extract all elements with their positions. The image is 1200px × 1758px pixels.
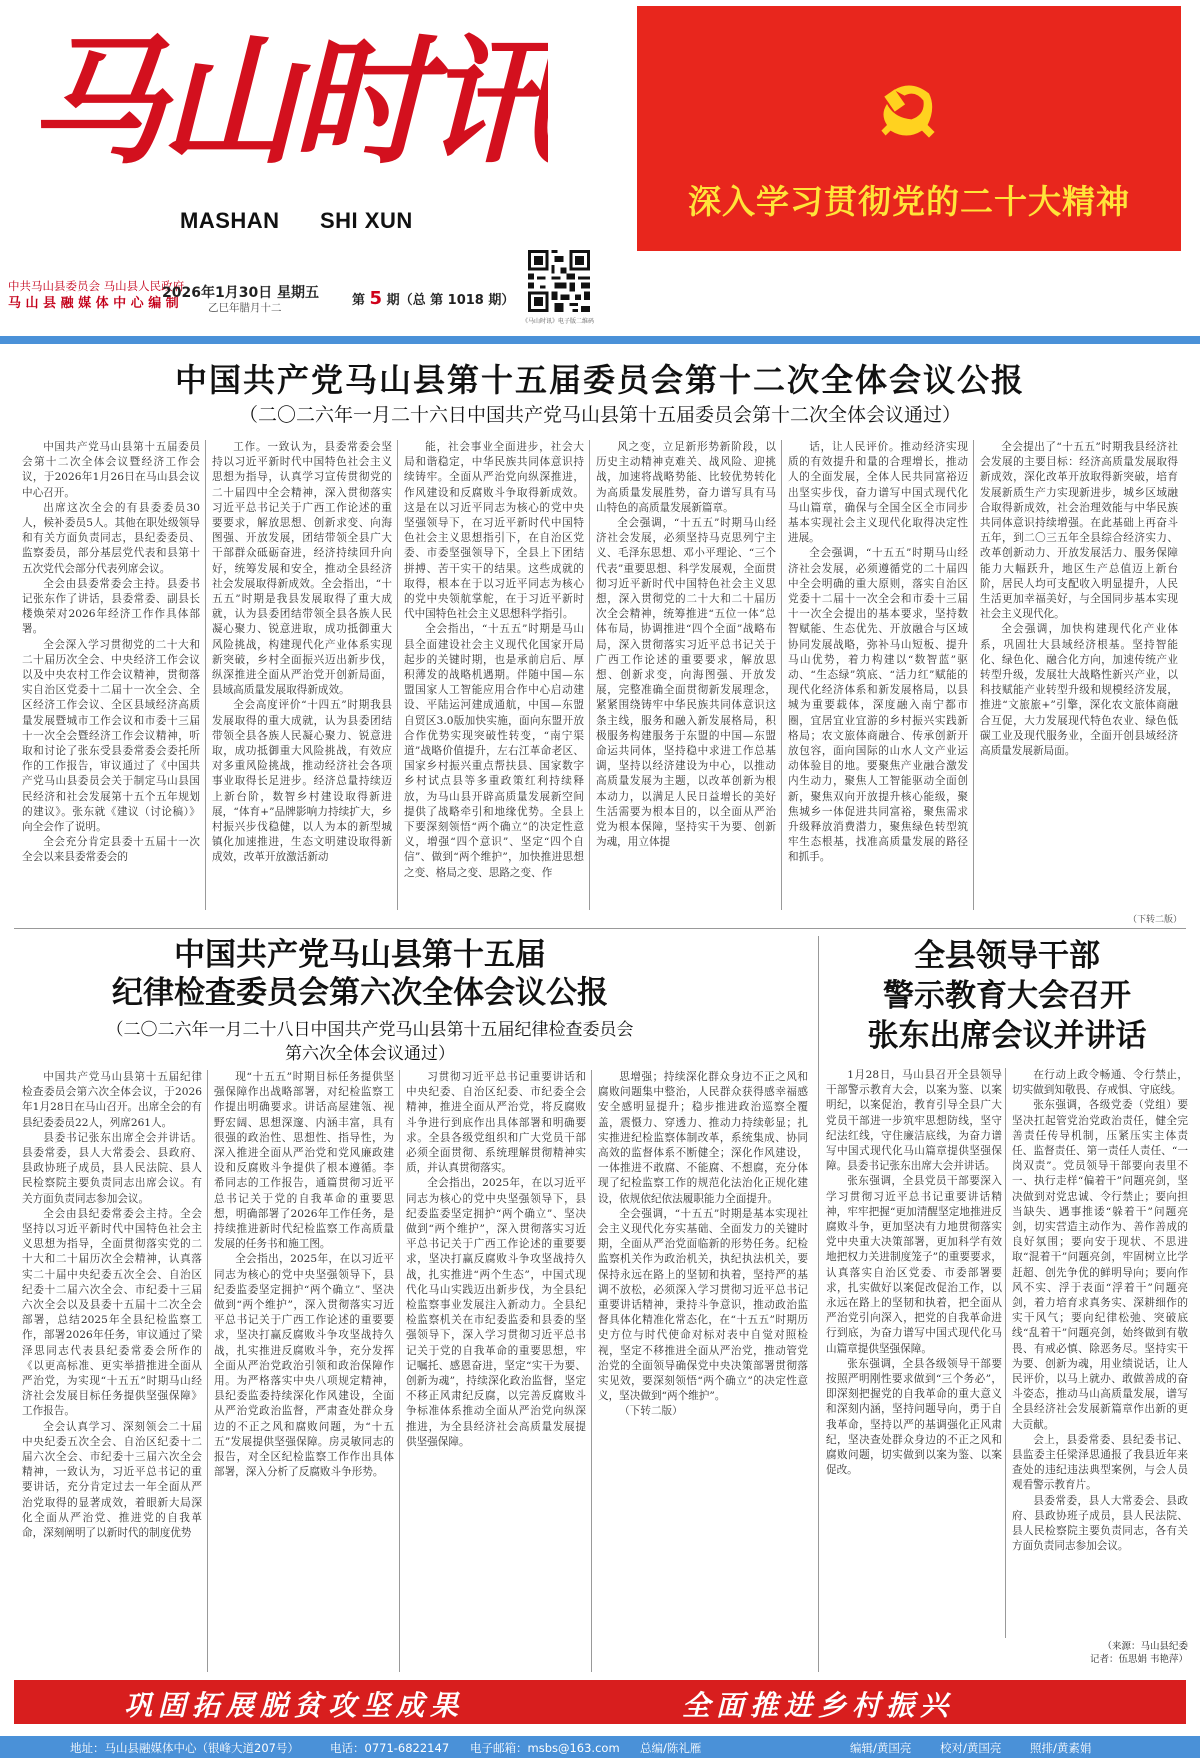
column-divider — [818, 936, 819, 1672]
article3-title-line1: 全县领导干部 — [914, 938, 1100, 974]
footer-email[interactable]: 电子邮箱：msbs@163.com — [470, 1741, 620, 1755]
article-column: 现“十五五”时期目标任务提供坚强保障作出战略部署，对纪检监察工作提出明确要求。讲话高屋建瓴、视野宏阔、思想深邃、内涵丰富，具有很强的政治性、思想性、指导性，为深入推进全面从严治党和党风廉政建设和反腐败斗争提供了根本遵循。李希同志的工作报告，通篇贯彻习近平总书记关于党的自我革命的重要思想，明确部署了2026年工作任务，是持续推进新时代纪检监察工作高质量发展的任务书和施工图。 全会指出，2025年，在以习近平同志为核心的党中央坚强领导下，县纪委监委坚定拥护“两个确立”、坚决做到“两个维护”，深入贯彻落实习近平总书记关于广西工作论述的重要要求，坚决打赢反腐败斗争攻坚战持久战，扎实推进反腐败斗争，充分发挥全面从严治党政治引领和政治保障作用。为严格落实中央八项规定精神，县纪委监委持续深化作风建设，全面从严治党政治监督，严肃查处群众身边的不正之风和腐败问题，为“十五五”发展提供坚强保障。房灵敏同志的报告，对全区纪检监察工作作出具体部署，深入分析了反腐败斗争形势。 — [214, 1071, 394, 1479]
banner-left-text: 巩固拓展脱贫攻坚成果 — [124, 1689, 465, 1722]
footer-bar — [0, 1736, 1200, 1758]
article1-title[interactable]: 中国共产党马山县第十五届委员会第十二次全体会议公报 — [174, 361, 1025, 399]
qr-code-icon[interactable] — [528, 250, 590, 312]
article3-title-line2: 警示教育大会召开 — [883, 978, 1131, 1014]
newspaper-logo — [28, 18, 548, 178]
column-rule — [781, 440, 782, 910]
masthead-divider — [0, 336, 1200, 344]
article3-title[interactable] — [822, 936, 1192, 1056]
article2-title-line2: 纪律检查委员会第六次全体会议公报 — [112, 975, 608, 1011]
article-column: 在行动上政令畅通、令行禁止，切实做到知敬畏、存戒惧、守底线。 张东强调，各级党委（党组）要坚决扛起管党治党政治责任，健全完善责任传导机制，压紧压实主体责任、监督责任、第一责任人责任、“一岗双责”。党员领导干部要向表里不一、执行走样“偏着干”问题亮剑，坚决做到对党忠诚、令行禁止；要向担当缺失、遇事推诿“躲着干”问题亮剑，切实营造主动作为、善作善成的良好氛围；要向安于现状、不思进取“混着干”问题亮剑，牢固树立比学赶超、创先争优的鲜明导向；要向作风不实、浮于表面“浮着干”问题亮剑，着力培育求真务实、深耕细作的实干风气；要向纪律松弛、突破底线“乱着干”问题亮剑，始终做到有敬畏、有戒必慎、除恶务尽。坚持实干为要、创新为魂，用业绩说话，让人民评价，以马上就办、敢做善成的奋斗姿态，推动马山高质量发展，谱写全县经济社会发展新篇章作出新的更大贡献。 会上，县委常委、县纪委书记、县监委主任梁泽思通报了我县近年来查处的违纪违法典型案例，与会人员观看警示教育片。 县委常委，县人大常委会、县政府、县政协班子成员，县人民法院、县人民检察院主要负责同志，各有关方面负责同志参加会议。 — [1012, 1069, 1188, 1553]
article3-title-line3: 张东出席会议并讲话 — [867, 1018, 1147, 1054]
footer-chief-editor: 总编/陈礼雁 — [640, 1741, 702, 1755]
footer-editor: 编辑/黄国亮 — [850, 1741, 912, 1755]
article2-subtitle-line2: 第六次全体会议通过） — [285, 1044, 455, 1064]
section-divider — [14, 928, 1186, 929]
party-emblem-icon — [873, 76, 943, 146]
article-column: 全会提出了“十五五”时期我县经济社会发展的主要目标：经济高质量发展取得新成效，深化改革开放取得新突破，培育发展新质生产力实现新进步，城乡区域融合取得新成效，社会治理效能与中华民族共同体意识持续增强。在此基础上再奋斗五年，到二〇三五年全县综合经济实力、改革创新动力、开放发展活力、服务保障能力大幅跃升，地区生产总值迈上新台阶，居民人均可支配收入明显提升，人民生活更加幸福美好，与全国同步基本实现社会主义现代化。 全会强调，加快构建现代化产业体系，巩固壮大县域经济根基。坚持智能化、绿色化、融合化方向，加速传统产业转型升级，发展壮大战略性新兴产业，以科技赋能产业转型升级和规模经济发展，推进“文旅旅+”引擎，深化农文旅体商融合互促，大力发展现代特色农业、绿色低碳工业及现代服务业，全面开创县域经济高质量发展新局面。 — [980, 441, 1178, 758]
column-rule — [589, 440, 590, 910]
issue-no: 5 — [369, 288, 383, 309]
article-column: 能，社会事业全面进步，社会大局和谐稳定，中华民族共同体意识持续铸牢。全面从严治党向纵深推进，作风建设和反腐败斗争取得新成效。这是在以习近平同志为核心的党中央坚强领导下，在习近平新时代中国特色社会主义思想指引下，在自治区党委、市委坚强领导下，全县上下团结拼搏、苦干实干的结果。这些成就的取得，根本在于以习近平同志为核心的党中央领航掌舵，在于习近平新时代中国特色社会主义思想科学指引。 全会指出，“十五五”时期是马山县全面建设社会主义现代化国家开局起步的关键时期，也是承前启后、厚积薄发的战略机遇期。伴随中国—东盟国家人工智能应用合作中心启动建设、平陆运河建成通航，中国—东盟自贸区3.0版加快实施，面向东盟开放合作优势实现突破性转变，“南宁渠道”战略价值提升，左右江革命老区、国家乡村振兴重点帮扶县、国家数字乡村试点县等多重政策红利持续释放，为马山县开辟高质量发展新空间提供了战略牵引和地缘优势。全县上下要深刻领悟“两个确立”的决定性意义，增强“四个意识”、坚定“四个自信”、做到“两个维护”，加快推进思想之变、格局之变、思路之变、作 — [404, 441, 584, 879]
publisher-editor: 马 山 县 融 媒 体 中 心 编 制 — [8, 296, 179, 311]
lunar-date: 乙巳年腊月十二 — [208, 302, 282, 314]
article-column: 风之变，立足新形势新阶段，以历史主动精神克难关、战风险、迎挑战，加速将战略势能、比较优势转化为高质量发展胜势，奋力谱写具有马山特色的高质量发展新篇章。 全会强调，“十五五”时期马山经济社会发展，必须坚持马克思列宁主义、毛泽东思想、邓小平理论、“三个代表”重要思想、科学发展观，全面贯彻习近平新时代中国特色社会主义思想，深入贯彻党的二十大和二十届历次全会精神，统筹推进“五位一体”总体布局，协调推进“四个全面”战略布局，深入贯彻落实习近平总书记关于广西工作论述的重要要求，解放思想、创新求变，向海图强、开放发展，完整准确全面贯彻新发展理念，紧紧围绕铸牢中华民族共同体意识这条主线，服务和融入新发展格局，积极服务构建服务于东盟的中国—东盟命运共同体，坚持稳中求进工作总基调，坚持以经济建设为中心，以推动高质量发展为主题，以改革创新为根本动力，以满足人民日益增长的美好生活需要为根本目的，以全面从严治党为根本保障，坚持实干为要、创新为魂，用立体提 — [596, 441, 776, 849]
article2-subtitle-line1: （二〇二六年一月二十八日中国共产党马山县第十五届纪律检查委员会 — [106, 1020, 634, 1040]
issue-number — [352, 288, 514, 309]
article-column: 习贯彻习近平总书记重要讲话和中央纪委、自治区纪委、市纪委全会精神，推进全面从严治党，将反腐败斗争进行到底作出具体部署和明确要求。全县各级党组织和广大党员干部必须全面贯彻、系统理解贯彻精神实质，并认真贯彻落实。 全会指出，2025年，在以习近平同志为核心的党中央坚强领导下，县纪委监委坚定拥护“两个确立”、坚决做到“两个维护”，深入贯彻落实习近平总书记关于广西工作论述的重要要求，坚决打赢反腐败斗争攻坚战持久战，扎实推进“两个生态”，中国式现代化马山实践迈出新步伐，为全县纪检监察事业发展注入新动力。全县纪检监察机关在市纪委监委和县委的坚强领导下，深入学习贯彻习近平总书记关于党的自我革命的重要思想，牢记嘱托、感恩奋进，坚定“实干为要、创新为魂”，持续深化政治监督，坚定不移正风肃纪反腐，以完善反腐败斗争标准体系推动全面从严治党向纵深推进，为全县经济社会高质量发展提供坚强保障。 — [406, 1071, 586, 1448]
column-rule — [205, 440, 206, 910]
column-rule — [207, 1070, 208, 1672]
article-column: 1月28日，马山县召开全县领导干部警示教育大会，以案为鉴、以案明纪，以案促治，教育引导全县广大党员干部进一步筑牢思想防线，坚守纪法红线，守住廉洁底线，为奋力谱写中国式现代化马山篇章提供坚强保障。县委书记张东出席大会并讲话。 张东强调，全县党员干部要深入学习贯彻习近平总书记重要讲话精神，牢牢把握“更加清醒坚定地推进反腐败斗争，更加坚决有力地贯彻落实党中央重大决策部署，更加科学有效地把权力关进制度笼子”的重要要求，认真落实自治区党委、市委部署要求，扎实做好以案促改促治工作，以永远在路上的坚韧和执着，把全面从严治党引向深入，把党的自我革命进行到底，为奋力谱写中国式现代化马山篇章提供坚强保障。 张东强调，全县各级领导干部要按照严明刚性要求做到“三个务必”，即深刻把握党的自我革命的重大意义和深刻内涵，坚持问题导向，勇于自我革命，坚持以严的基调强化正风肃纪，坚决查处群众身边的不正之风和腐败问题，切实做到以案为鉴、以案促改。 — [826, 1069, 1002, 1477]
source-line2: 记者：伍思娟 韦艳萍） — [1089, 1654, 1188, 1665]
column-rule — [399, 1070, 400, 1672]
issue-date: 2026年1月30日 星期五 — [162, 285, 320, 301]
article-column: 思增强；持续深化群众身边不正之风和腐败问题集中整治，人民群众获得感幸福感安全感明显提升；稳步推进政治巡察全覆盖，震慑力、穿透力、推动力持续彰显；扎实推进纪检监察体制改革，系统集成、协同高效的监督体系不断健全；深化作风建设，一体推进不敢腐、不能腐、不想腐，充分体现了纪检监察工作的规范化法治化正规化建设，依规依纪依法履职能力全面提升。 全会强调，“十五五”时期是基本实现社会主义现代化夯实基础、全面发力的关键时期，全面从严治党面临新的形势任务。纪检监察机关作为政治机关，执纪执法机关，要保持永远在路上的坚韧和执着，坚持严的基调不放松，必须深入学习贯彻习近平总书记重要讲话精神，秉持斗争意识，推动政治监督具体化精准化常态化，在“十五五”时期历史方位与时代使命对标对表中自觉对照检视，坚定不移推进全面从严治党，推动管党治党的全面领导确保党中央决策部署贯彻落实见效，要深刻领悟“两个确立”的决定性意义，坚决做到“两个维护”。 （下转二版） — [598, 1071, 808, 1418]
pinyin-mashan: MASHAN — [180, 208, 280, 233]
logo-calligraphy — [28, 18, 548, 178]
publisher-info — [8, 278, 184, 312]
source-line1: （来源：马山县纪委 — [1102, 1641, 1188, 1652]
article-column: 工作。一致认为，县委常委会坚持以习近平新时代中国特色社会主义思想为指导，认真学习宣传贯彻党的二十届四中全会精神，深入贯彻落实习近平总书记关于广西工作论述的重要要求，解放思想、创新求变、向海图强、开放发展，团结带领全县广大干部群众砥砺奋进，经济持续回升向好，统筹发展和安全，推动全县经济社会发展取得新成效。全会指出，“十五五”时期是我县发展取得了重大成就，认为县委团结带领全县各族人民凝心聚力、锐意进取，成功抵御重大风险挑战，构建现代化产业体系实现新突破，乡村全面振兴迈出新步伐，纵深推进全面从严治党开创新局面，县域高质量发展取得新成效。 全会高度评价“十四五”时期我县发展取得的重大成就，认为县委团结带领全县各族人民凝心聚力、锐意进取，成功抵御重大风险挑战，有效应对多重风险挑战，推动经济社会各项事业取得长足进步。经济总量持续迈上新台阶，数智乡村建设取得新进展，“体育+”品牌影响力持续扩大，乡村振兴步伐稳健，以人为本的新型城镇化加速推进，生态文明建设取得新成效，改革开放激活新动 — [212, 441, 392, 864]
article1-continued: （下转二版） — [1128, 915, 1183, 925]
footer-typeset: 照排/黄素娟 — [1030, 1741, 1092, 1755]
article2-subtitle — [20, 1018, 720, 1066]
article1-subtitle: （二〇二六年一月二十六日中国共产党马山县第十五届委员会第十二次全体会议通过） — [238, 404, 961, 426]
footer-proofread: 校对/黄国亮 — [940, 1741, 1002, 1755]
column-rule — [397, 440, 398, 910]
issue-prefix: 第 — [352, 293, 366, 308]
masthead — [0, 0, 1200, 330]
article2-title[interactable] — [20, 936, 700, 1012]
article3-source — [1060, 1640, 1188, 1666]
issue-suffix: 期（总 第 1018 期） — [386, 293, 515, 308]
logo-text: 马山时讯 — [28, 20, 548, 178]
footer-address: 地址：马山县融媒体中心（银峰大道207号） — [70, 1741, 299, 1755]
publisher-org: 中共马山县委员会 马山县人民政府 — [8, 279, 185, 293]
article-column: 中国共产党马山县第十五届纪律检查委员会第六次全体会议，于2026年1月28日在马山召开。出席全会的有县纪委委员22人，列席261人。 县委书记张东出席全会并讲话。县委常委，县人大常委会、县政府、县政协班子成员，县人民法院、县人民检察院主要负责同志出席会议。有关方面负责同志参加会议。 全会由县纪委常委会主持。全会坚持以习近平新时代中国特色社会主义思想为指导，全面贯彻落实党的二十大和二十届历次全会精神，认真落实二十届中央纪委五次全会、自治区纪委十二届六次全会、市纪委十三届六次全会以及县委十五届十二次全会部署，总结2025年全县纪检监察工作，部署2026年任务，审议通过了梁泽思同志代表县纪委常委会所作的《以更高标准、更实举措推进全面从严治党，为实现“十五五”时期马山经济社会发展目标任务提供坚强保障》工作报告。 全会认真学习、深刻领会二十届中央纪委五次全会、自治区纪委十二届六次全会、市纪委十三届六次全会精神，一致认为，习近平总书记的重要讲话，充分肯定过去一年全面从严治党取得的显著成效，着眼新大局深化全面从严治党、推进党的自我革命，深刻阐明了以新时代的制度优势 — [22, 1071, 202, 1540]
article-column: 话，让人民评价。推动经济实现质的有效提升和量的合理增长，推动人的全面发展，全体人民共同富裕迈出坚实步伐，奋力谱写中国式现代化马山篇章，确保与全国全区全市同步基本实现社会主义现代化取得决定性进展。 全会强调，“十五五”时期马山经济社会发展，必须遵循党的二十届四中全会明确的重大原则，落实自治区党委十二届十一次全会和市委十三届十一次全会提出的基本要求，坚持数智赋能、生态优先、开放融合与区域协同发展战略，弥补马山短板、提升马山优势，着力构建以“数智蓝”驱动、“生态绿”筑底、“活力红”赋能的现代化经济体系和新发展格局，以县城为重要载体，深度融入南宁都市圈，宜居宜业宜游的乡村振兴实践新格局；农文旅体商融合、传承创新开放包容，面向国际的山水人文产业运动体验目的地。要聚焦产业融合激发内生动力，聚焦人工智能驱动全面创新，聚焦双向开放提升核心能级，聚焦城乡一体促进共同富裕，聚焦需求升级释放消费潜力，聚焦绿色转型筑牢生态根基，找准高质量发展的路径和抓手。 — [788, 441, 968, 864]
slogan-text: 深入学习贯彻党的二十大精神 — [688, 182, 1130, 221]
qr-caption: 《马山时讯》电子版二维码 — [522, 318, 595, 325]
column-rule — [1005, 1068, 1006, 1638]
article2-title-line1: 中国共产党马山县第十五届 — [174, 937, 546, 973]
article-column: 中国共产党马山县第十五届委员会第十二次全体会议暨经济工作会议，于2026年1月26日在马山县会议中心召开。 出席这次全会的有县委委员30人，候补委员5人。其他在职处级领导和有关方面负责同志，县纪委委员、监察委员，部分基层党代表和县第十五次党代会部分代表列席会议。 全会由县委常委会主持。县委书记张东作了讲话，县委常委、副县长楼焕荣对2026年经济工作作具体部署。 全会深入学习贯彻党的二十大和二十届历次全会、中央经济工作会议以及中央农村工作会议精神，贯彻落实自治区党委十二届十一次全会、全区经济工作会议、全区县域经济高质量发展暨城市工作会议和市委十三届十一次全会暨经济工作会议精神，听取和讨论了张东受县委常委会委托所作的工作报告，审议通过了《中国共产党马山县委员会关于制定马山县国民经济和社会发展第十五个五年规划的建议》。张东就《建议（讨论稿）》向全会作了说明。 全会充分肯定县委十五届十一次全会以来县委常委会的 — [22, 441, 200, 864]
pinyin-shixun: SHI XUN — [320, 208, 413, 233]
column-rule — [591, 1070, 592, 1672]
column-rule — [973, 440, 974, 910]
banner-right-text: 全面推进乡村振兴 — [682, 1689, 955, 1722]
slogan-footer-banner — [14, 1680, 1186, 1724]
footer-phone: 电话：0771-6822147 — [330, 1741, 450, 1755]
slogan-banner — [637, 6, 1181, 251]
